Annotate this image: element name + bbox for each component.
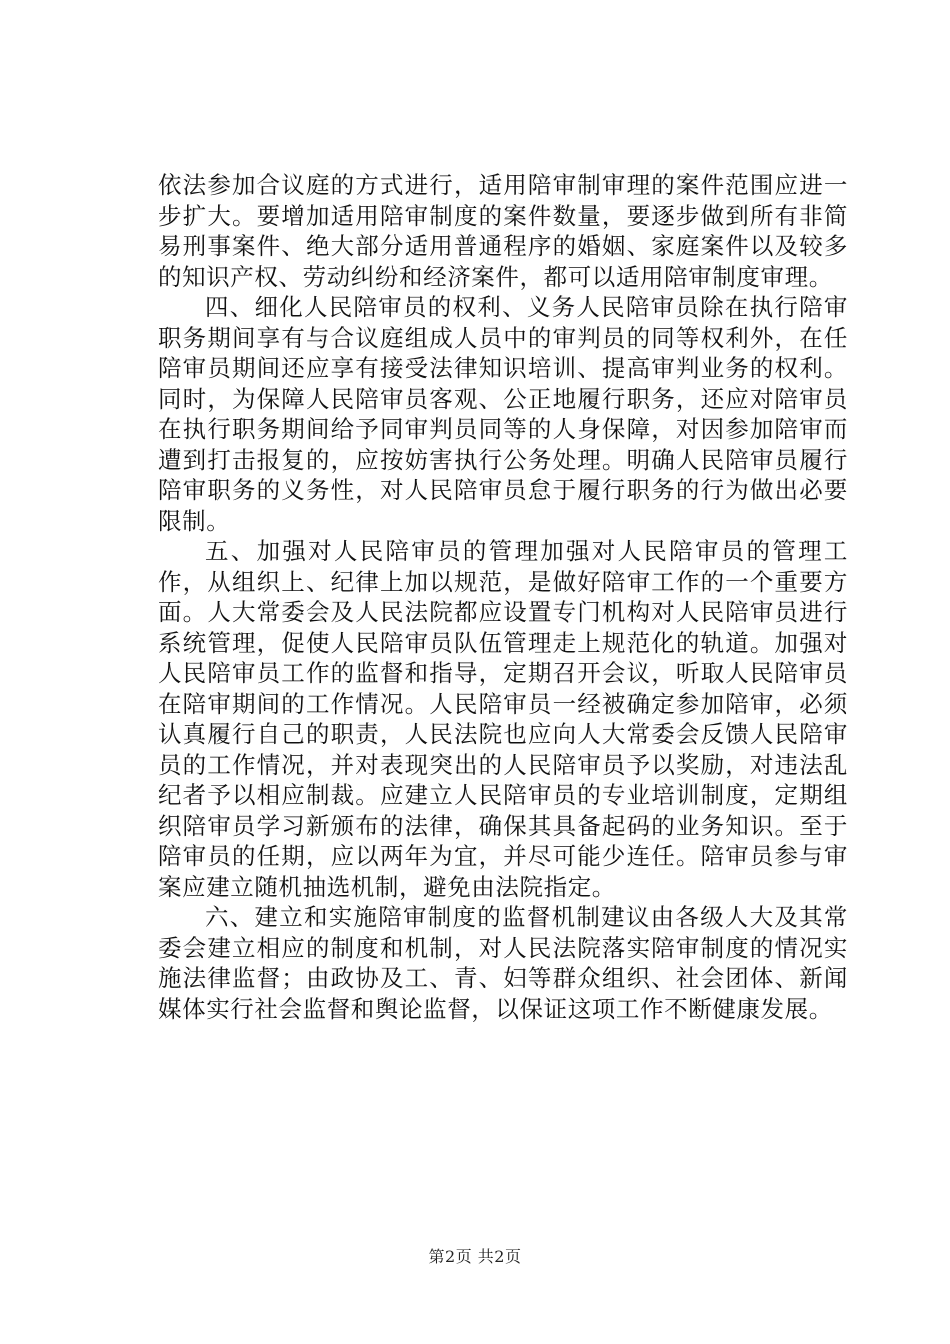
paragraph-continuation: 依法参加合议庭的方式进行，适用陪审制审理的案件范围应进一步扩大。要增加适用陪审制度的案件数量，要逐步做到所有非简易刑事案件、绝大部分适用普通程序的婚姻、家庭案件以及较多的知识产权、劳动纠纷和经济案件，都可以适用陪审制度审理。 — [158, 171, 848, 291]
document-body — [158, 170, 848, 1024]
page-number-footer: 第2页 共2页 — [428, 1247, 522, 1266]
paragraph-section-5: 五、加强对人民陪审员的管理加强对人民陪审员的管理工作，从组织上、纪律上加以规范，是做好陪审工作的一个重要方面。人大常委会及人民法院都应设置专门机构对人民陪审员进行系统管理，促使人民陪审员队伍管理走上规范化的轨道。加强对人民陪审员工作的监督和指导，定期召开会议，听取人民陪审员在陪审期间的工作情况。人民陪审员一经被确定参加陪审，必须认真履行自己的职责，人民法院也应向人大常委会反馈人民陪审员的工作情况，并对表现突出的人民陪审员予以奖励，对违法乱纪者予以相应制裁。应建立人民陪审员的专业培训制度，定期组织陪审员学习新颁布的法律，确保其具备起码的业务知识。至于陪审员的任期，应以两年为宜，并尽可能少连任。陪审员参与审案应建立随机抽选机制，避免由法院指定。 — [158, 537, 848, 901]
paragraph-section-6: 六、建立和实施陪审制度的监督机制建议由各级人大及其常委会建立相应的制度和机制，对人民法院落实陪审制度的情况实施法律监督；由政协及工、青、妇等群众组织、社会团体、新闻媒体实行社会监督和舆论监督，以保证这项工作不断健康发展。 — [158, 903, 848, 1023]
paragraph-section-4: 四、细化人民陪审员的权利、义务人民陪审员除在执行陪审职务期间享有与合议庭组成人员中的审判员的同等权利外，在任陪审员期间还应享有接受法律知识培训、提高审判业务的权利。同时，为保障人民陪审员客观、公正地履行职务，还应对陪审员在执行职务期间给予同审判员同等的人身保障，对因参加陪审而遭到打击报复的，应按妨害执行公务处理。明确人民陪审员履行陪审职务的义务性，对人民陪审员怠于履行职务的行为做出必要限制。 — [158, 293, 848, 535]
